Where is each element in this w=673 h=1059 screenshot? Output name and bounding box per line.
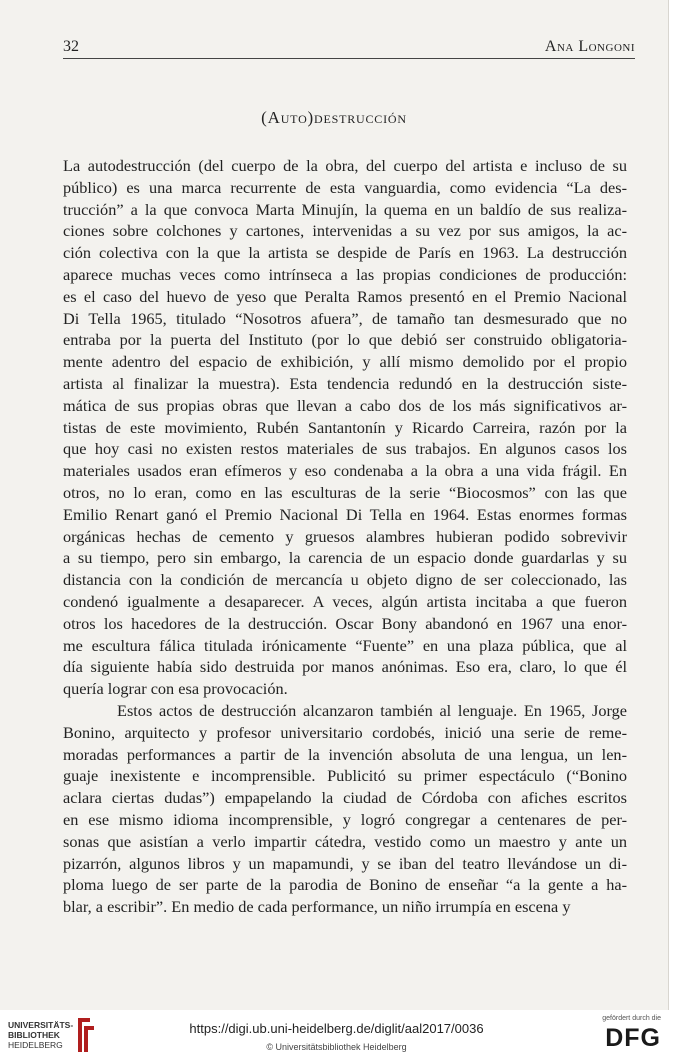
text-line: ploma luego de ser parte de la parodia de Bonino de enseñar “a la gente a ha- [63, 875, 627, 895]
paragraph-2 [63, 700, 627, 918]
paragraph-1 [63, 155, 627, 700]
text-line: público) es una marca recurrente de esta vanguardia, como evidencia “La des- [63, 177, 627, 197]
text-line: guaje inexistente e incomprensible. Publicitó su primer espectáculo (“Bonino [63, 766, 627, 786]
section-title: (Auto)destrucción [261, 108, 407, 127]
text-line: día siguiente había sido destruida por manos anónimas. Eso era, claro, lo que él [63, 657, 627, 677]
header-author: Ana Longoni [544, 38, 635, 55]
text-line: tistas de este movimiento, Rubén Santantonín y Ricardo Carreira, razón por la [63, 417, 627, 437]
text-line: mática de sus propias obras que llevan a cabo dos de los más significativos ar- [63, 395, 627, 415]
dfg-logo[interactable]: DFG [605, 1024, 661, 1052]
text-line: condenó igualmente a desaparecer. A veces, algún artista incitaba a que fueron [63, 591, 627, 611]
copyright-notice: © Universitätsbibliothek Heidelberg [266, 1042, 407, 1052]
text-line: Bonino, arquitecto y profesor universitario cordobés, inició una serie de reme- [63, 722, 627, 742]
text-line: La autodestrucción (del cuerpo de la obra, del cuerpo del artista e incluso de su [63, 156, 627, 175]
text-line: es el caso del huevo de yeso que Peralta Ramos presentó en el Premio Nacional [63, 286, 627, 306]
text-line: ciones sobre colchones y cartones, intervenidas a su vez por sus amigos, la ac- [63, 221, 627, 241]
text-line: me escultura fálica titulada irónicamente “Fuente” en una plaza pública, que al [63, 635, 627, 655]
text-line: otros, no lo eran, como en las esculturas de la serie “Biocosmos” con las que [63, 482, 627, 502]
text-line: mente adentro del espacio de exhibición, y allí mismo demolido por el propio [63, 352, 627, 372]
body-text [63, 155, 627, 918]
text-line: otros los hacedores de la destrucción. Oscar Bony abandonó en 1967 una enor- [63, 613, 627, 633]
library-name-line3: HEIDELBERG [8, 1040, 63, 1050]
citation-url-link[interactable]: https://digi.ub.uni-heidelberg.de/diglit/aal2017/0036 [189, 1021, 484, 1036]
text-line: Di Tella 1965, titulado “Nosotros afuera”, de tamaño tan desmesurado que no [63, 308, 627, 328]
text-line: aclara ciertas dudas”) empapelando la ciudad de Córdoba con afiches escritos [63, 788, 627, 808]
text-line: materiales usados eran efímeros y eso condenaba a la obra a una vida frágil. En [63, 461, 627, 481]
text-line: quería lograr con esa provocación. [63, 679, 288, 699]
text-line: orgánicas hechas de cemento y gruesos alambres hubieran podido sobrevivir [63, 526, 627, 546]
text-line: sonas que asistían a verlo impartir cátedra, vestido como un maestro y ante un [63, 831, 627, 851]
page-number: 32 [63, 38, 79, 55]
text-line: Emilio Renart ganó el Premio Nacional Di Tella en 1964. Estas enormes formas [63, 504, 627, 524]
text-line: en ese mismo idioma incomprensible, y logró congregar a centenares de per- [63, 809, 627, 829]
text-line: moradas performances a partir de la invención absoluta de una lengua, un len- [63, 744, 627, 764]
text-line: trucción” a la que convoca Marta Minujín, la quema en un baldío de sus realiza- [63, 199, 627, 219]
text-line: que hoy casi no existen restos materiales de sus trabajos. En algunos casos los [63, 439, 627, 459]
text-line: Estos actos de destrucción alcanzaron también al lenguaje. En 1965, Jorge [117, 700, 627, 720]
text-line: a su tiempo, pero sin embargo, la carencia de un espacio donde guardarlas y su [63, 548, 627, 568]
text-line: distancia con la condición de mercancía u objeto digno de ser coleccionado, las [63, 570, 627, 590]
text-line: artista al finalizar la muestra). Esta tendencia redundó en la destrucción siste- [63, 373, 627, 393]
dfg-caption: gefördert durch die [602, 1015, 661, 1022]
running-header [63, 38, 635, 59]
library-name-line1: UNIVERSITÄTS- [8, 1020, 74, 1030]
text-line: entraba por la puerta del Instituto (por lo que debió ser construido obligatoria- [63, 330, 627, 350]
text-line: blar, a escribir”. En medio de cada performance, un niño irrumpía en escena y [63, 897, 571, 917]
text-line: pizarrón, algunos libros y un mapamundi, y se iban del teatro llevándose un di- [63, 853, 627, 873]
text-line: aparece muchas veces como intrínseca a las propias condiciones de producción: [63, 264, 627, 284]
text-line: ción colectiva con la que la artista se despide de París en 1963. La destrucción [63, 243, 627, 263]
library-name-line2: BIBLIOTHEK [8, 1030, 60, 1040]
bleed-through-text: ﾠ [60, 80, 73, 95]
